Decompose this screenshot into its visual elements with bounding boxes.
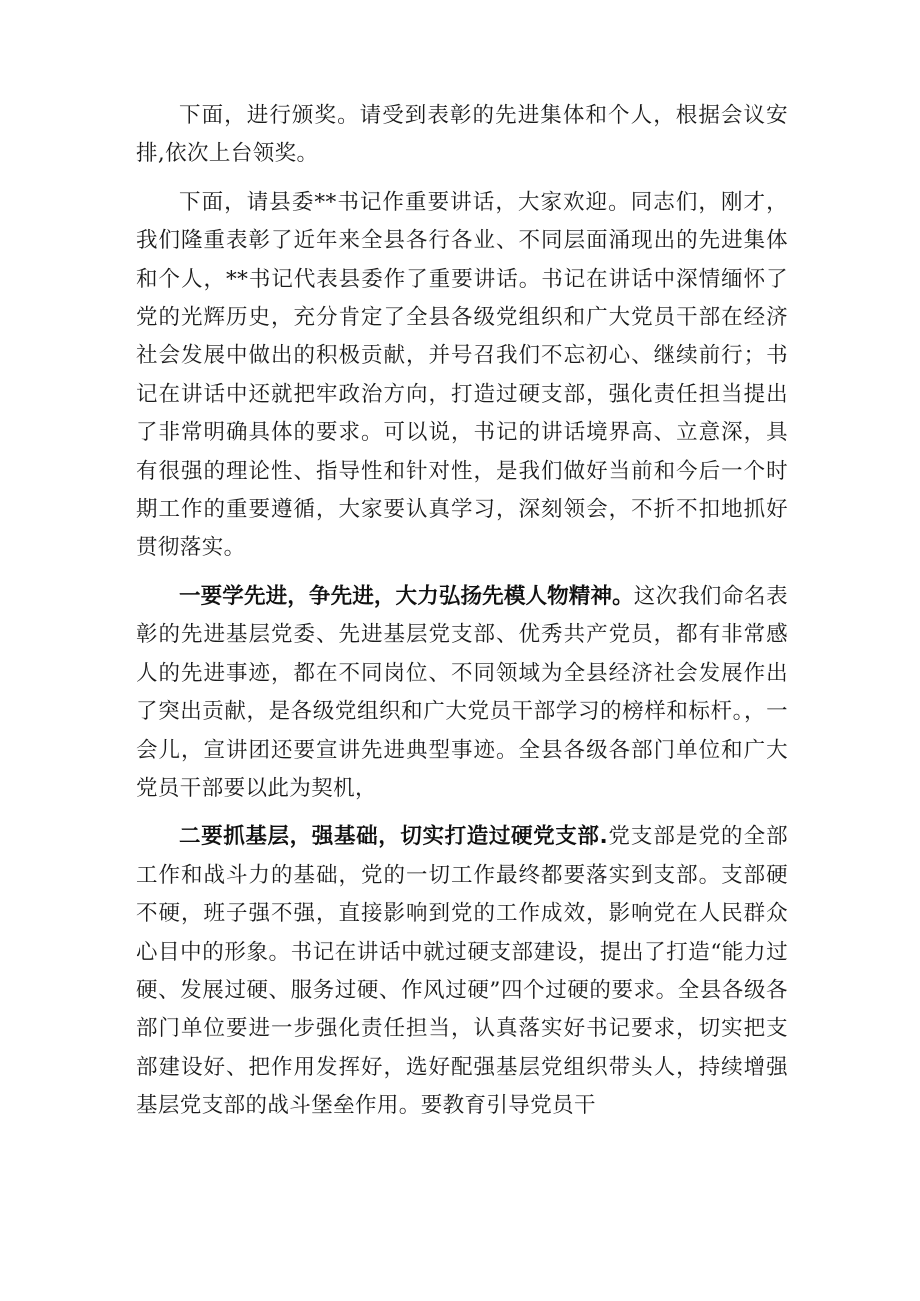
paragraph-text: 下面，进行颁奖。请受到表彰的先进集体和个人，根据会议安排,依次上台领奖。: [136, 103, 788, 167]
paragraph-text: 党支部是党的全部工作和战斗力的基础，党的一切工作最终都要落实到支部。支部硬不硬，班子强不强，直接影响到党的工作成效，影响党在人民群众心目中的形象。书记在讲话中就过硬支部建设，提出了打造“能力过硬、发展过硬、服务过硬、作风过硬”四个过硬的要求。全县各级各部门单位要进一步强化责任担当，认真落实好书记要求，切实把支部建设好、把作用发挥好，选好配强基层党组织带头人，持续增强基层党支部的战斗堡垒作用。要教育引导党员干: [136, 824, 789, 1119]
paragraph-point-one: [136, 578, 788, 808]
paragraph-secretary-speech: [136, 184, 788, 568]
paragraph-text: 下面，请县委**书记作重要讲话，大家欢迎。同志们，刚才，我们隆重表彰了近年来全县各行各业、不同层面涌现出的先进集体和个人，**书记代表县委作了重要讲话。书记在讲话中深情缅怀了党的光辉历史，充分肯定了全县各级党组织和广大党员干部在经济社会发展中做出的积极贡献，并号召我们不忘初心、继续前行；书记在讲话中还就把牢政治方向，打造过硬支部，强化责任担当提出了非常明确具体的要求。可以说，书记的讲话境界高、立意深，具有很强的理论性、指导性和针对性，是我们做好当前和今后一个时期工作的重要遵循，大家要认真学习，深刻领会，不折不扣地抓好贯彻落实。: [136, 189, 788, 561]
paragraph-lead-heading: 一要学先进，争先进，大力弘扬先模人物精神。: [179, 583, 634, 609]
document-body: [136, 97, 788, 1126]
paragraph-point-two: [136, 818, 788, 1125]
paragraph-lead-heading: 二要抓基层，强基础，切实打造过硬党支部.: [179, 824, 608, 850]
paragraph-award-ceremony: [136, 97, 788, 174]
paragraph-text: 这次我们命名表彰的先进基层党委、先进基层党支部、优秀共产党员，都有非常感人的先进事迹，都在不同岗位、不同领域为全县经济社会发展作出了突出贡献，是各级党组织和广大党员干部学习的榜样和标杆。，一会儿，宣讲团还要宣讲先进典型事迹。全县各级各部门单位和广大党员干部要以此为契机，: [136, 583, 788, 801]
